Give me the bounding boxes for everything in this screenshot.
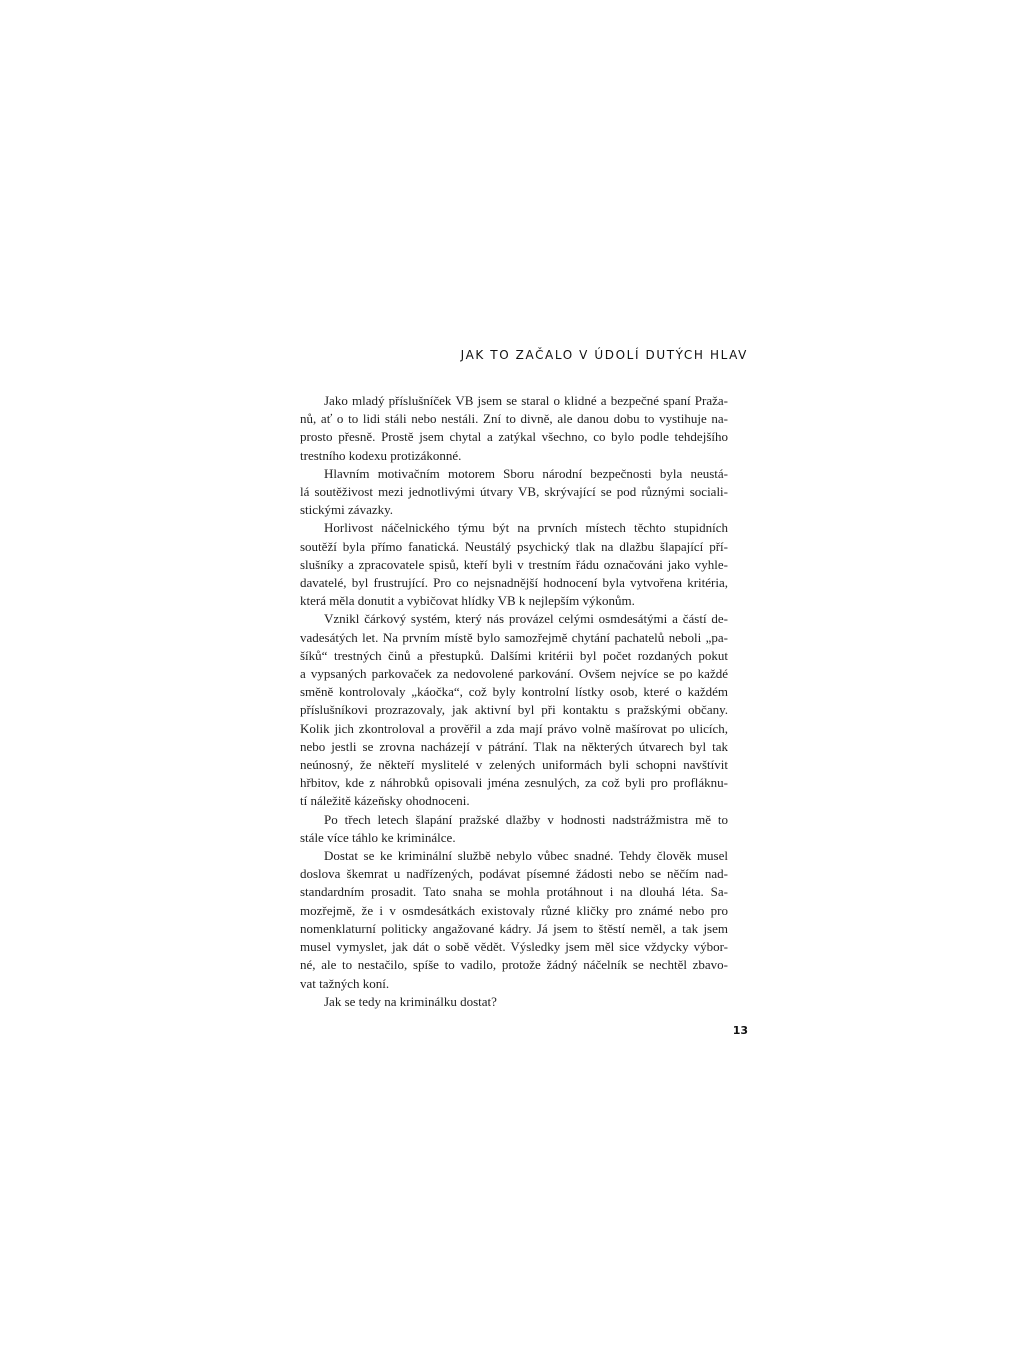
paragraph [300,811,728,847]
paragraph [300,993,728,1011]
text-line: lá soutěživost mezi jednotlivými útvary VB, skrývající se pod různými sociali- [300,484,728,500]
text-line: stále více táhlo ke kriminálce. [300,829,456,845]
text-line: Kolik jich zkontroloval a prověřil a zda mají právo volně mašírovat po ulicích, [300,720,728,736]
text-line: příslušníkovi prozrazovaly, jak aktivní byl při kontaktu s pražskými občany. [300,702,728,718]
text-line: Dostat se ke kriminální službě nebylo vůbec snadné. Tehdy člověk musel [324,848,728,864]
page-body [300,392,728,1011]
paragraph [300,610,728,810]
text-line: hřbitov, kde z náhrobků opisovali jména zesnulých, za což byli pro profláknu- [300,775,728,791]
text-line: šíků“ trestných činů a přestupků. Dalšími kritérii byl počet rozdaných pokut [300,647,728,663]
text-line: slušníky a zpracovatele spisů, kteří byli v trestním řádu označováni jako vyhle- [300,556,728,572]
text-line: musel vymyslet, jak dát o sobě vědět. Výsledky jsem měl sice vždycky výbor- [300,939,728,955]
paragraph [300,847,728,993]
text-line: standardním prosadit. Tato snaha se mohla protáhnout i na dlouhá léta. Sa- [300,884,728,900]
text-line: tí náležitě kázeňsky ohodnoceni. [300,793,470,809]
text-line: a vypsaných parkovaček za nedovolené parkování. Ovšem nejvíce se po každé [300,666,728,682]
text-line: Jako mladý příslušníček VB jsem se staral o klidné a bezpečné spaní Praža- [324,393,728,408]
text-line: Po třech letech šlapání pražské dlažby v hodnosti nadstrážmistra mě to [324,811,728,827]
text-line: Horlivost náčelnického týmu být na prvních místech těchto stupidních [324,520,728,536]
text-line: trestního kodexu protizákonné. [300,447,462,463]
text-line: nomenklaturní politicky angažované kádry. Já jsem to štěstí neměl, a tak jsem [300,920,728,936]
paragraph [300,465,728,520]
text-line: nebo jestli se zrovna nacházejí v pátrání. Tlak na některých útvarech byl tak [300,738,728,754]
text-line: Jak se tedy na kriminálku dostat? [324,993,497,1009]
text-line: prosto přesně. Prostě jsem chytal a zatýkal všechno, co bylo podle tehdejšího [300,429,728,445]
text-line: vat tažných koní. [300,975,390,991]
paragraph [300,392,728,465]
text-line: vadesátých let. Na prvním místě bylo samozřejmě chytání pachatelů neboli „pa- [300,629,728,645]
running-head: JAK TO ZAČALO V ÚDOLÍ DUTÝCH HLAV [460,348,748,362]
text-line: neúnosný, že někteří myslitelé v zelených uniformách byli schopni navštívit [300,757,728,773]
text-line: mozřejmě, že i v osmdesátkách existovaly různé kličky pro známé nebo pro [300,902,728,918]
paragraph [300,519,728,610]
text-line: soutěží byla přímo fanatická. Neustálý psychický tlak na dlažbu šlapající pří- [300,538,728,554]
text-line: která měla donutit a vybičovat hlídky VB k nejlepším výkonům. [300,593,635,609]
text-line: davatelé, byl frustrující. Pro co nejsnadnější hodnocení byla vytvořena kritéria, [300,575,728,591]
text-line: Vznikl čárkový systém, který nás provázel celými osmdesátými a částí de- [324,611,728,627]
text-line: směně kontrolovaly „káočka“, což byly kontrolní lístky osob, které o každém [300,684,728,700]
text-line: né, ale to nestačilo, spíše to vadilo, protože žádný náčelník se nechtěl zbavo- [300,957,728,973]
text-line: Hlavním motivačním motorem Sboru národní bezpečnosti byla neustá- [324,465,728,481]
text-line: doslova škemrat u nadřízených, podávat písemné žádosti nebo se něčím nad- [300,866,728,882]
text-line: stickými závazky. [300,502,394,518]
text-line: nů, ať o to lidi stáli nebo nestáli. Zní to divně, ale danou dobu to vystihuje na- [300,411,728,427]
page-number: 13 [732,1024,748,1037]
